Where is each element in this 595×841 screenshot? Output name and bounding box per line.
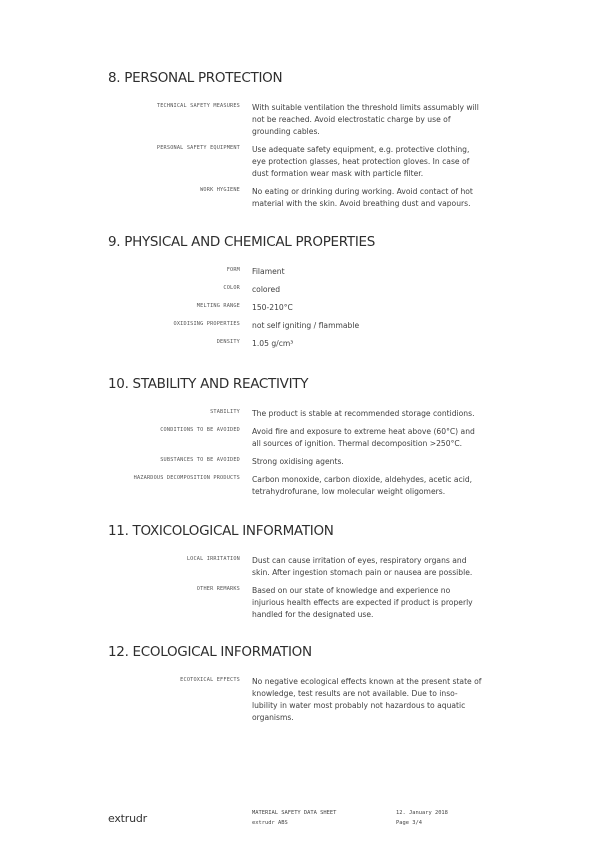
property-label: STABILITY xyxy=(210,409,240,415)
property-value: Strong oxidising agents. xyxy=(252,457,344,466)
section-title: 8. PERSONAL PROTECTION xyxy=(108,70,283,86)
property-value: 150-210°C xyxy=(252,303,293,312)
property-label: FORM xyxy=(226,267,240,273)
property-value: Use adequate safety equipment, e.g. protective clothing, eye protection glasses, heat protection gloves. In case of dust formation wear mask with particle filter. xyxy=(252,145,470,178)
property-row xyxy=(108,338,488,350)
section-stability-reactivity xyxy=(108,376,488,504)
property-row xyxy=(108,266,488,278)
section-toxicological-information xyxy=(108,523,488,627)
property-label: PERSONAL SAFETY EQUIPMENT xyxy=(156,145,240,151)
footer-date: 12. January 2018 xyxy=(396,810,448,816)
property-label: LOCAL IRRITATION xyxy=(186,556,240,562)
property-row xyxy=(108,676,488,724)
footer-product: extrudr ABS xyxy=(252,820,288,826)
footer-date-page xyxy=(396,808,448,828)
footer-document-info xyxy=(252,808,336,828)
property-label: COLOR xyxy=(223,285,240,291)
property-value: The product is stable at recommended storage contidions. xyxy=(252,409,475,418)
property-row xyxy=(108,144,488,180)
property-value: 1.05 g/cm³ xyxy=(252,339,294,348)
property-row xyxy=(108,302,488,314)
section-physical-chemical-properties xyxy=(108,234,488,356)
property-label: ECOTOXICAL EFFECTS xyxy=(180,677,240,683)
section-title: 9. PHYSICAL AND CHEMICAL PROPERTIES xyxy=(108,234,376,250)
property-label: HAZARDOUS DECOMPOSITION PRODUCTS xyxy=(133,475,240,481)
section-title: 11. TOXICOLOGICAL INFORMATION xyxy=(108,523,334,539)
property-row xyxy=(108,102,488,138)
property-value: With suitable ventilation the threshold limits assumably will not be reached. Avoid electrostatic charge by use of grounding cables. xyxy=(252,103,479,136)
property-row xyxy=(108,186,488,210)
property-row xyxy=(108,474,488,498)
section-ecological-information xyxy=(108,644,488,730)
property-label: CONDITIONS TO BE AVOIDED xyxy=(160,427,240,433)
property-row xyxy=(108,284,488,296)
property-value: Based on our state of knowledge and experience no injurious health effects are expected if product is properly handled for the designated use. xyxy=(252,586,473,619)
property-value: No negative ecological effects known at the present state of knowledge, test results are not available. Due to inso-lubility in water most probably not hazardous to aquatic organisms. xyxy=(252,677,482,722)
brand-logo: extrudr xyxy=(108,812,147,825)
property-value: Avoid fire and exposure to extreme heat above (60°C) and all sources of ignition. Thermal decomposition >250°C. xyxy=(252,427,475,448)
property-row xyxy=(108,456,488,468)
property-value: Carbon monoxide, carbon dioxide, aldehydes, acetic acid, tetrahydrofurane, low molecular weight oligomers. xyxy=(252,475,473,496)
property-row xyxy=(108,585,488,621)
property-row xyxy=(108,555,488,579)
footer-doc-title: MATERIAL SAFETY DATA SHEET xyxy=(252,810,337,816)
property-label: MELTING RANGE xyxy=(196,303,240,309)
property-label: DENSITY xyxy=(216,339,240,345)
property-label: TECHNICAL SAFETY MEASURES xyxy=(156,103,240,109)
property-label: WORK HYGIENE xyxy=(200,187,240,193)
footer-page-number: Page 3/4 xyxy=(396,820,422,826)
section-personal-protection xyxy=(108,70,488,216)
property-label: OXIDISING PROPERTIES xyxy=(173,321,240,327)
section-title: 12. ECOLOGICAL INFORMATION xyxy=(108,644,312,660)
property-row xyxy=(108,408,488,420)
section-title: 10. STABILITY AND REACTIVITY xyxy=(108,376,309,392)
page-footer xyxy=(0,808,595,838)
property-label: OTHER REMARKS xyxy=(196,586,240,592)
property-value: Dust can cause irritation of eyes, respiratory organs and skin. After ingestion stomach pain or nausea are possible. xyxy=(252,556,473,577)
property-label: SUBSTANCES TO BE AVOIDED xyxy=(160,457,240,463)
property-row xyxy=(108,320,488,332)
property-value: No eating or drinking during working. Avoid contact of hot material with the skin. Avoid breathing dust and vapours. xyxy=(252,187,473,208)
property-value: Filament xyxy=(252,267,285,276)
property-value: not self igniting / flammable xyxy=(252,321,360,330)
property-value: colored xyxy=(252,285,281,294)
property-row xyxy=(108,426,488,450)
